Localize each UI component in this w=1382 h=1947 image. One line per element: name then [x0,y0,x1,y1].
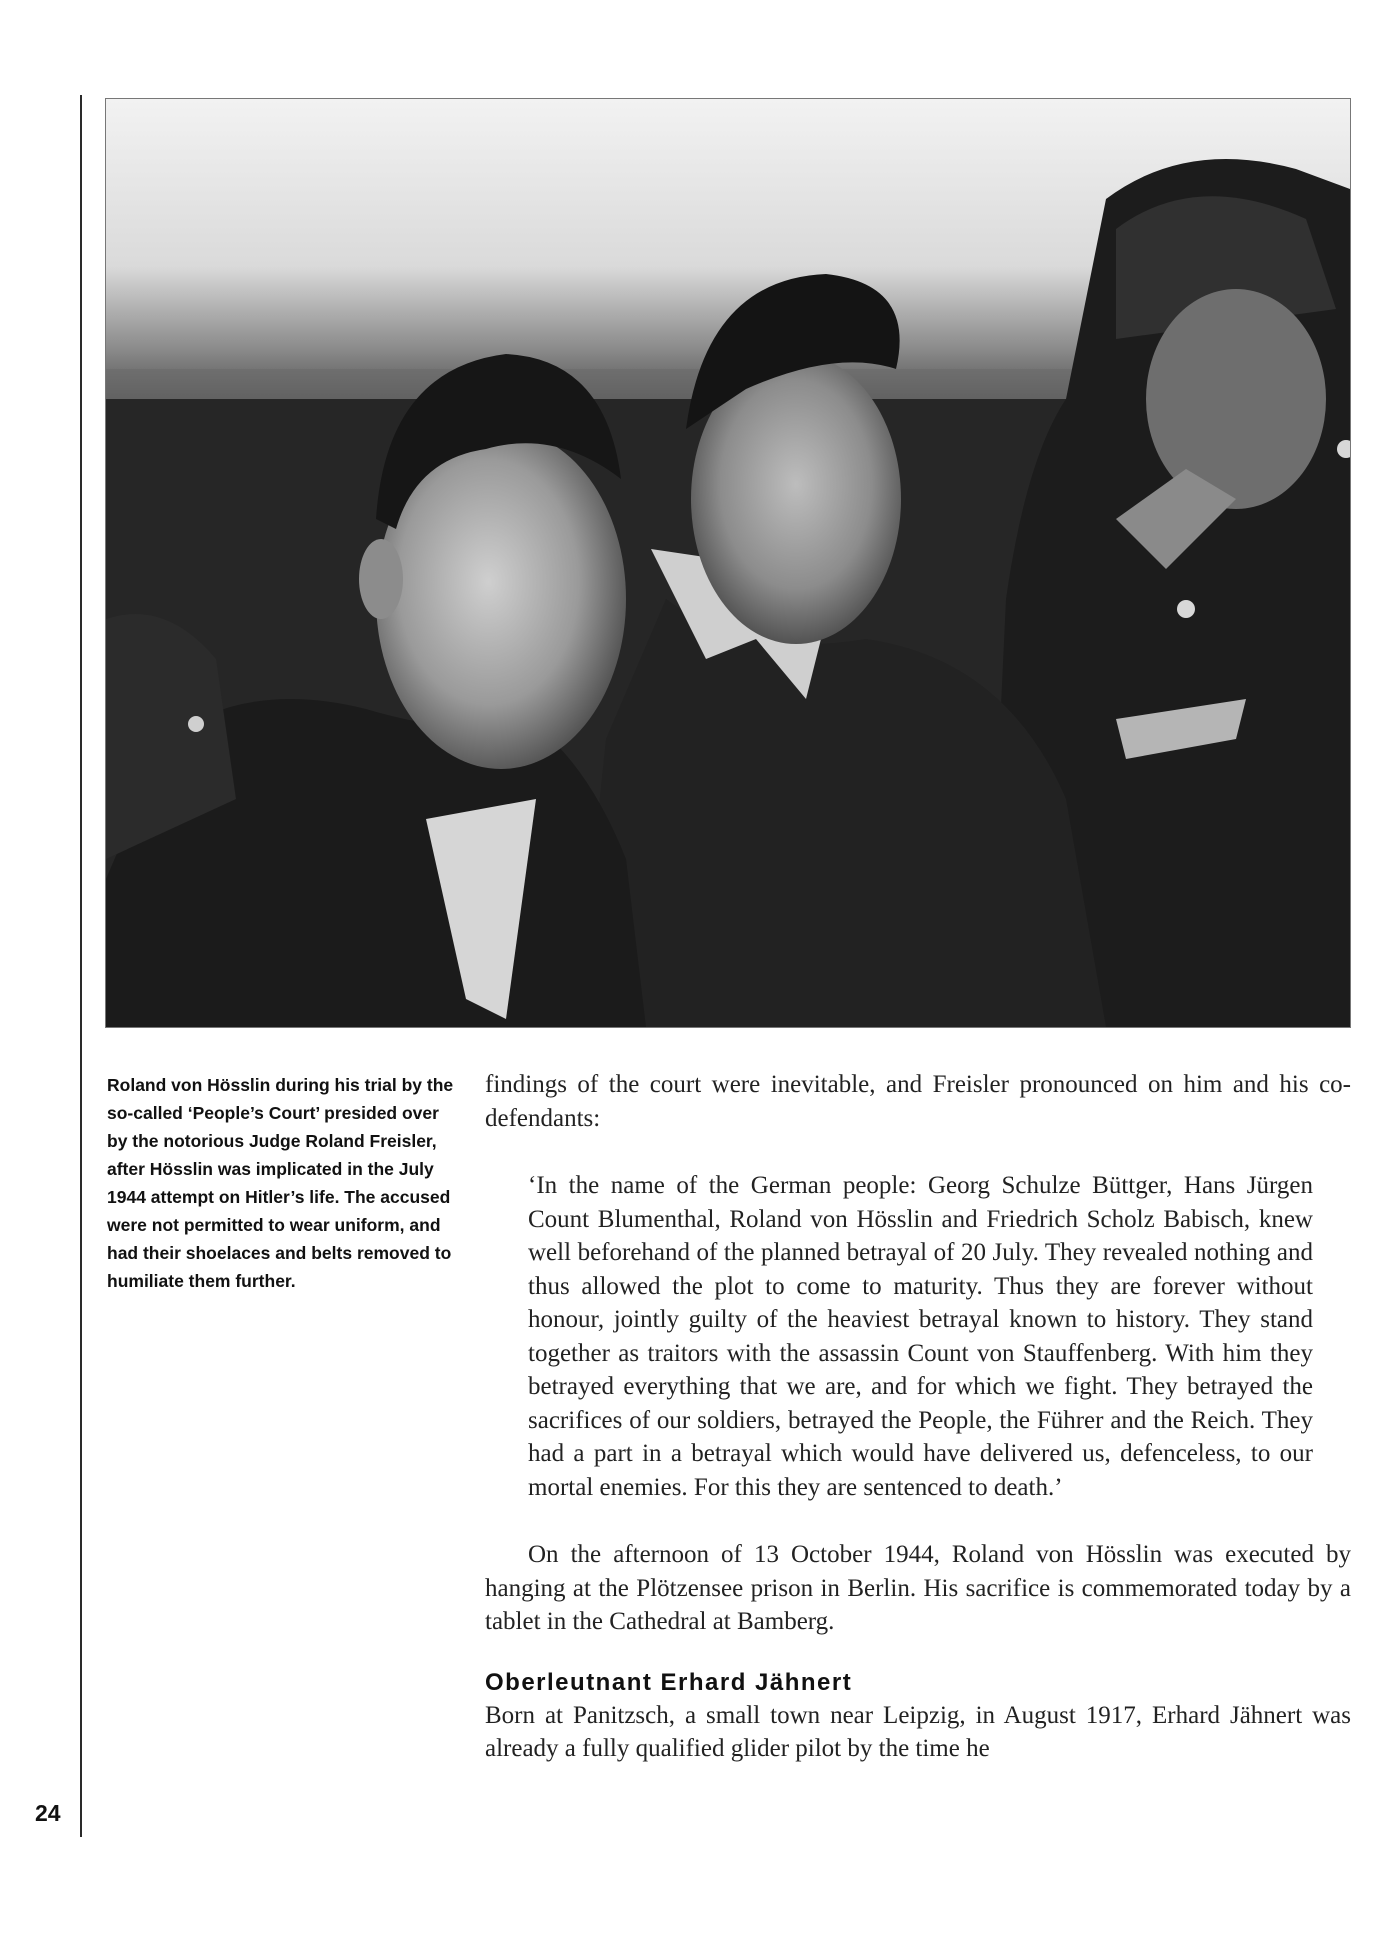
page-number: 24 [35,1800,61,1826]
photo-image [106,99,1350,1027]
paragraph-court-findings: findings of the court were inevitable, and Freisler pronounced on him and his co-defendants: [485,1071,1351,1132]
photo-caption: Roland von Hösslin during his trial by the so-called ‘People’s Court’ presided over by the notorious Judge Roland Freisler, after Hösslin was implicated in the July 1944 attempt on Hitler’s life. The accused were not permitted to wear uniform, and had their shoelaces and belts removed to humiliate them further. [107,1075,454,1291]
body-text-column [485,1068,1351,1766]
verdict-quote: ‘In the name of the German people: Georg Schulze Büttger, Hans Jürgen Count Blumenthal, Roland von Hösslin and Friedrich Scholz Babisch, knew well beforehand of the planned betrayal of 20 July. They revealed nothing and thus allowed the plot to come to maturity. Thus they are forever without honour, jointly guilty of the heaviest betrayal known to history. They stand together as traitors with the assassin Count von Stauffenberg. With him they betrayed everything that we are, and for which we fight. They betrayed the sacrifices of our soldiers, betrayed the People, the Führer and the Reich. They had a part in a betrayal which would have delivered us, defenceless, to our mortal enemies. For this they are sentenced to death.’ [528,1172,1313,1501]
paragraph-jahnert-intro: Born at Panitzsch, a small town near Leipzig, in August 1917, Erhard Jähnert was already a fully qualified glider pilot by the time he [485,1701,1351,1762]
trial-photograph [105,98,1351,1028]
margin-rule [80,95,82,1837]
section-heading: Oberleutnant Erhard Jähnert [485,1668,853,1696]
paragraph-execution: On the afternoon of 13 October 1944, Roland von Hösslin was executed by hanging at the Plötzensee prison in Berlin. His sacrifice is commemorated today by a tablet in the Cathedral at Bamberg. [485,1541,1351,1635]
